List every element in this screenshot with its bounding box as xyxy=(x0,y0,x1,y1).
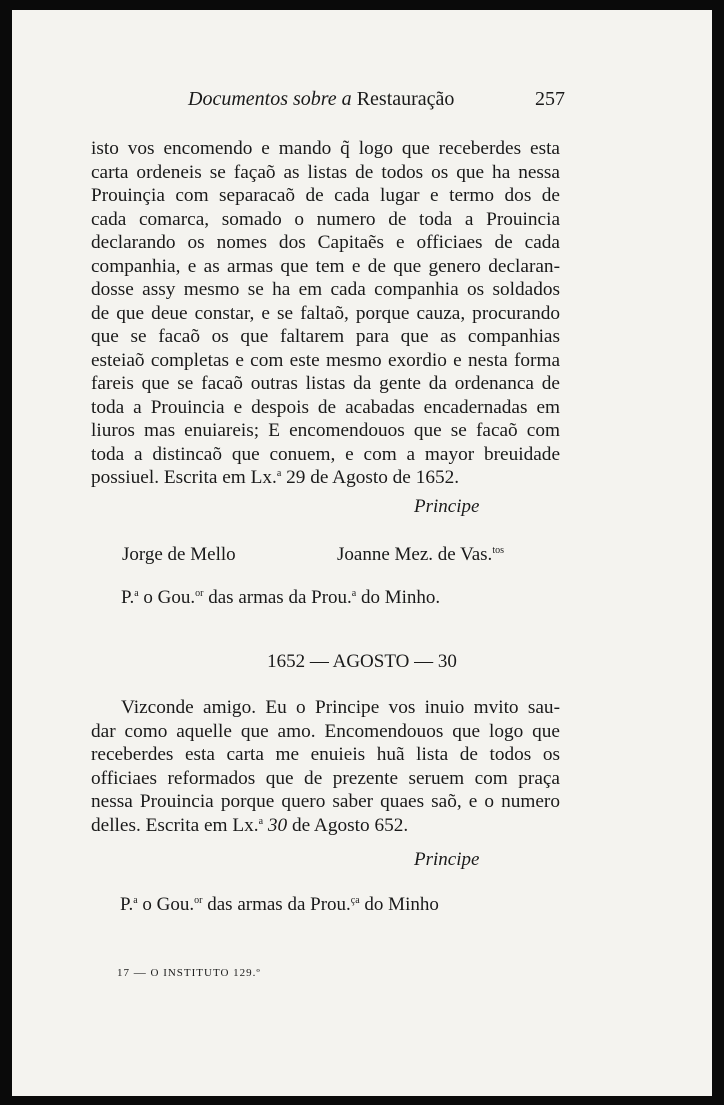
text-line: dar como aquelle que amo. Encomendouos que logo que xyxy=(91,720,560,742)
letter1-signature: Principe xyxy=(414,496,480,517)
running-title-rest: Restauração xyxy=(356,88,455,110)
superscript: a xyxy=(258,815,264,827)
letter2-body xyxy=(91,696,560,837)
text-fragment: do Minho xyxy=(359,894,439,915)
running-title-italic: Documentos sobre a xyxy=(188,88,352,110)
text-line-last xyxy=(91,466,560,490)
text-line: receberdes esta carta me enuieis huã lista de todos os xyxy=(91,744,560,765)
text-fragment: P. xyxy=(120,894,134,915)
date-day: 30 xyxy=(267,814,288,836)
signer-right xyxy=(337,544,504,566)
superscript: a xyxy=(133,895,138,906)
text-fragment: o Gou. xyxy=(137,894,195,915)
footer-signature xyxy=(117,965,261,980)
text-line: officiaes reformados que de prezente seruem com praça xyxy=(91,767,560,789)
text-line: toda a distincaõ que conuem, e com a mayor breuidade xyxy=(91,443,560,465)
letter2-address xyxy=(120,894,439,916)
footer-label: O INSTITUTO 129.º xyxy=(150,967,261,979)
text-fragment: possiuel. Escrita em Lx. xyxy=(91,467,277,488)
text-line: declarando os nomes dos Capitaẽs e officiaes de cada xyxy=(91,232,560,253)
page xyxy=(12,10,712,1096)
text-fragment: o Gou. xyxy=(138,587,196,608)
date-heading: 1652 — AGOSTO — 30 xyxy=(267,651,457,672)
text-fragment: de Agosto 652. xyxy=(287,814,409,836)
text-fragment: P. xyxy=(121,587,135,608)
text-line: cada comarca, somado o numero de toda a Prouincia xyxy=(91,208,560,230)
superscript: tos xyxy=(492,545,504,556)
text-line: nessa Prouincia porque quero saber quaes saõ, e o numero xyxy=(91,791,560,812)
footer-dash: — xyxy=(133,965,147,979)
text-fragment: das armas da Prou. xyxy=(203,587,352,608)
text-line: dosse assy mesmo se ha em cada companhia os soldados xyxy=(91,279,560,300)
superscript: or xyxy=(195,588,204,599)
text-line: Prouinçia com separacaõ de cada lugar e termo dos de xyxy=(91,185,560,206)
text-line: de que deue constar, e se faltaõ, porque cauza, procurando xyxy=(91,302,560,324)
text-line: esteiaõ completas e com este mesmo exordio e nesta forma xyxy=(91,349,560,371)
text-fragment: delles. Escrita em Lx. xyxy=(91,814,259,836)
superscript: or xyxy=(194,895,203,906)
page-number: 257 xyxy=(535,88,565,110)
superscript: a xyxy=(276,468,282,479)
text-fragment: do Minho. xyxy=(356,587,441,608)
text-fragment: 29 de Agosto de 1652. xyxy=(281,467,460,488)
text-line: que se facaõ os que faltarem para que as companhias xyxy=(91,326,560,347)
text-line: companhia, e as armas que tem e de que genero declaran- xyxy=(91,255,560,277)
running-title xyxy=(188,88,454,111)
letter1-body xyxy=(91,137,560,490)
superscript: a xyxy=(351,588,357,599)
footer-sheet-number: 17 xyxy=(117,967,130,979)
text-line: fareis que se facaõ outras listas da gente da ordenanca de xyxy=(91,373,560,394)
running-header xyxy=(12,88,712,118)
letter2-signature: Principe xyxy=(414,849,480,870)
text-line: liuros mas enuiareis; E encomendouos que se facaõ com xyxy=(91,420,560,441)
text-line: Vizconde amigo. Eu o Principe vos inuio mvito sau- xyxy=(121,697,560,718)
letter1-address xyxy=(121,587,440,609)
text-fragment: Joanne Mez. de Vas. xyxy=(337,544,493,565)
superscript: a xyxy=(134,588,139,599)
text-line: carta ordeneis se façaõ as listas de todos os que ha nessa xyxy=(91,161,560,183)
text-fragment: das armas da Prou. xyxy=(202,894,351,915)
text-line: toda a Prouincia e despois de acabadas encadernadas em xyxy=(91,396,560,418)
text-line: isto vos encomendo e mando q̃ logo que receberdes esta xyxy=(91,138,560,159)
superscript: ça xyxy=(350,895,360,906)
text-line-last xyxy=(91,814,560,838)
signer-left: Jorge de Mello xyxy=(122,544,236,565)
